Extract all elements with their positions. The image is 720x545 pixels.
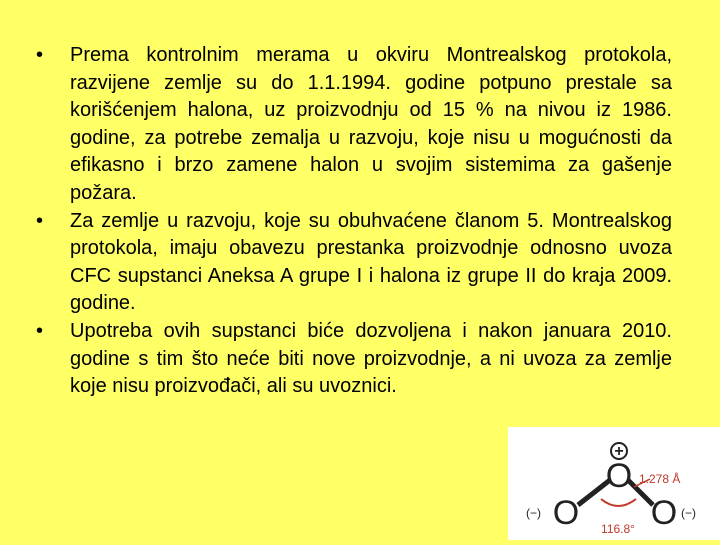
- bullet-text: Upotreba ovih supstanci biće dozvoljena i nakon januara 2010. godine s tim što neće biti nove proizvodnje, a ni uvoza za zemlje koje nisu proizvođači, ali su uvoznici.: [70, 319, 672, 398]
- bullet-list: [36, 42, 672, 401]
- bullet-marker: •: [36, 209, 44, 232]
- center-oxygen: O: [605, 457, 633, 495]
- center-charge: +: [614, 443, 624, 460]
- bullet-marker: •: [36, 319, 44, 342]
- left-oxygen: O: [552, 494, 580, 532]
- ozone-molecule-diagram: [508, 427, 720, 540]
- bond-angle-label: 116.8°: [601, 522, 635, 536]
- bullet-text: Prema kontrolnim merama u okviru Montrealskog protokola, razvijene zemlje su do 1.1.1994. godine potpuno prestale sa korišćenjem halona, uz proizvodnju od 15 % na nivou iz 1986. godine, za potrebe zemalja u razvoju, koje nisu u mogućnosti da efikasno i brzo zamene halon u svojim sistemima za gašenje požara.: [70, 44, 672, 204]
- ozone-molecule-figure: [508, 427, 720, 540]
- left-charge: (−): [526, 506, 541, 520]
- bullet-text: Za zemlje u razvoju, koje su obuhvaćene članom 5. Montrealskog protokola, imaju obavezu prestanka proizvodnje odnosno uvoza CFC supstanci Aneksa A grupe I i halona iz grupe II do kraja 2009. godine.: [70, 209, 672, 315]
- bullet-item: [36, 318, 672, 401]
- right-oxygen: O: [650, 494, 678, 532]
- right-charge: (−): [681, 506, 696, 520]
- bullet-item: [36, 208, 672, 318]
- bullet-item: [36, 42, 672, 208]
- bond-angle-arc: [601, 499, 636, 506]
- bullet-marker: •: [36, 44, 44, 66]
- bond-length-label: 1.278 Å: [639, 472, 681, 486]
